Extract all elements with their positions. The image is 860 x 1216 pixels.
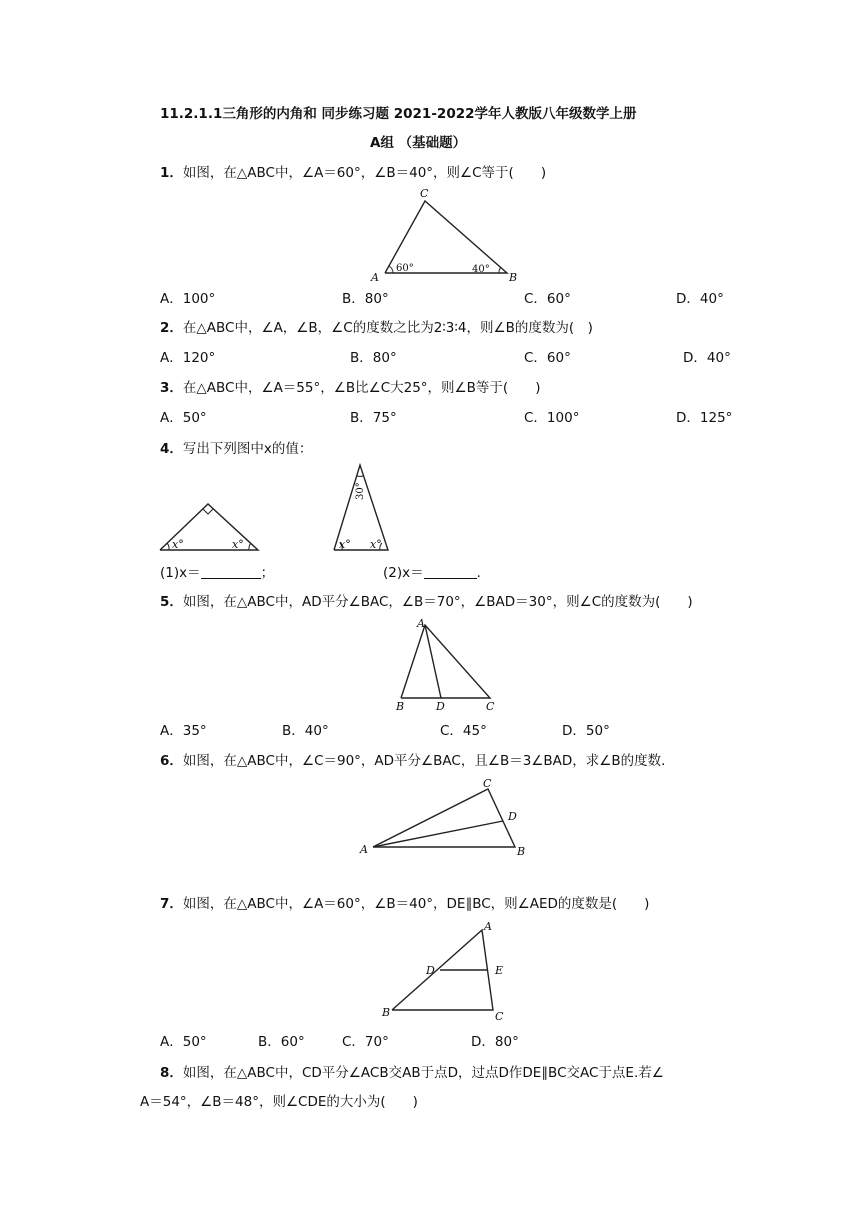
angle-label-x: x°	[232, 538, 244, 551]
option-a: A．100°	[160, 291, 216, 307]
angle-arc-b	[499, 267, 501, 273]
page-title: 11.2.1.1三角形的内角和 同步练习题 2021-2022学年人教版八年级数学上册	[160, 106, 637, 122]
question-number: 2．	[160, 320, 183, 336]
option-a: A．35°	[160, 723, 207, 739]
option-c: C．100°	[524, 410, 580, 426]
angle-label-b: 40°	[472, 264, 490, 275]
option-d: D．80°	[471, 1034, 519, 1050]
question-8	[160, 1064, 664, 1082]
question-number: 5．	[160, 594, 183, 610]
answer-punct: ；	[260, 565, 275, 581]
question-7	[160, 895, 649, 913]
segment-ad	[373, 821, 503, 847]
question-number: 4．	[160, 441, 183, 457]
question-number: 1．	[160, 165, 183, 181]
angle-arc-a	[389, 266, 393, 273]
angle-label-a: 60°	[396, 263, 414, 274]
question-text: 如图，在△ABC中，AD平分∠BAC，∠B＝70°，∠BAD＝30°，则∠C的度数为( )	[182, 594, 693, 610]
question-number: 7．	[160, 896, 183, 912]
vertex-label-e: E	[495, 964, 504, 977]
option-c: C．60°	[524, 350, 571, 366]
segment-ad	[425, 625, 441, 698]
option-c: C．70°	[342, 1034, 389, 1050]
q1-triangle-figure	[365, 185, 525, 285]
vertex-label-b: B	[396, 700, 405, 713]
option-d: D．40°	[683, 350, 731, 366]
vertex-label-c: C	[486, 700, 495, 713]
option-b: B．80°	[350, 350, 397, 366]
vertex-label-c: C	[483, 777, 492, 790]
option-c: C．45°	[440, 723, 487, 739]
q4-isosceles-triangle-figure	[330, 462, 394, 554]
option-c: C．60°	[524, 291, 571, 307]
answer-line-2	[383, 564, 481, 582]
vertex-label-d: D	[426, 964, 435, 977]
question-number: 3．	[160, 380, 183, 396]
angle-label-x: x°	[370, 538, 382, 551]
option-a: A．50°	[160, 1034, 207, 1050]
vertex-label-a: A	[371, 271, 379, 284]
question-8-continued: A＝54°，∠B＝48°，则∠CDE的大小为( )	[140, 1094, 418, 1110]
triangle-abc	[401, 625, 490, 698]
question-text: 如图，在△ABC中，∠C＝90°，AD平分∠BAC，且∠B＝3∠BAD，求∠B的度数.	[182, 753, 666, 769]
question-text: 如图，在△ABC中，∠A＝60°，∠B＝40°，则∠C等于( )	[182, 165, 547, 181]
vertex-label-b: B	[509, 271, 518, 284]
q6-triangle-figure	[360, 775, 535, 857]
answer-line-1	[160, 564, 274, 582]
angle-arc	[167, 543, 169, 550]
q5-triangle-figure	[392, 617, 502, 713]
option-d: D．40°	[676, 291, 724, 307]
question-text: 在△ABC中，∠A，∠B，∠C的度数之比为2∶3∶4，则∠B的度数为( )	[182, 320, 593, 336]
angle-label-30: 30°	[355, 482, 366, 500]
angle-label-x: x°	[172, 538, 184, 551]
vertex-label-c: C	[420, 187, 429, 200]
vertex-label-a: A	[417, 617, 425, 630]
question-number: 8．	[160, 1065, 183, 1081]
question-number: 6．	[160, 753, 183, 769]
option-a: A．50°	[160, 410, 207, 426]
vertex-label-a: A	[484, 920, 492, 933]
question-4	[160, 440, 312, 458]
option-d: D．125°	[676, 410, 733, 426]
question-6	[160, 752, 665, 770]
question-5	[160, 593, 693, 611]
option-a: A．120°	[160, 350, 216, 366]
angle-label-x: x°	[339, 538, 351, 551]
answer-blank[interactable]	[424, 564, 477, 579]
question-3	[160, 379, 540, 397]
q4-right-triangle-figure	[158, 498, 263, 554]
vertex-label-d: D	[508, 810, 517, 823]
triangle-abc	[373, 789, 515, 847]
angle-arc	[249, 543, 251, 550]
question-text: 如图，在△ABC中，∠A＝60°，∠B＝40°，DE∥BC，则∠AED的度数是( )	[182, 896, 650, 912]
question-text: 如图，在△ABC中，CD平分∠ACB交AB于点D，过点D作DE∥BC交AC于点E.若∠	[182, 1065, 664, 1081]
answer-label: (1)x＝	[160, 565, 201, 581]
answer-label: (2)x＝	[383, 565, 424, 581]
vertex-label-c: C	[495, 1010, 504, 1023]
option-b: B．75°	[350, 410, 397, 426]
section-heading: A组 （基础题）	[370, 135, 467, 151]
question-1	[160, 164, 546, 182]
option-d: D．50°	[562, 723, 610, 739]
vertex-label-d: D	[436, 700, 445, 713]
answer-punct: .	[476, 565, 481, 581]
right-angle-mark	[203, 509, 213, 514]
question-2	[160, 319, 593, 337]
q7-triangle-figure	[380, 918, 515, 1023]
vertex-label-b: B	[517, 845, 526, 858]
option-b: B．40°	[282, 723, 329, 739]
question-text: 写出下列图中x的值：	[182, 441, 313, 457]
answer-blank[interactable]	[201, 564, 261, 579]
vertex-label-a: A	[360, 843, 368, 856]
question-text: 在△ABC中，∠A＝55°，∠B比∠C大25°，则∠B等于( )	[182, 380, 541, 396]
vertex-label-b: B	[382, 1006, 391, 1019]
option-b: B．80°	[342, 291, 389, 307]
option-b: B．60°	[258, 1034, 305, 1050]
